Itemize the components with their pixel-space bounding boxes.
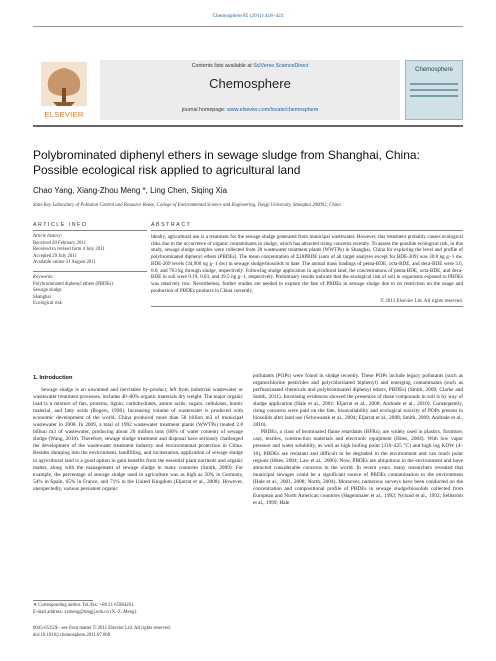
section-rule <box>151 306 463 307</box>
history-item: Received in revised form 4 July 2011 <box>33 247 105 253</box>
section-rule <box>33 271 147 272</box>
keyword-item: Ecological risk <box>33 301 62 307</box>
keyword-item: Shanghai <box>33 294 51 300</box>
journal-name: Chemosphere <box>209 76 291 91</box>
journal-cover-thumbnail <box>405 60 463 120</box>
cover-stripe <box>410 83 458 85</box>
corresponding-author: ∗ Corresponding author. Tel./fax: +86 21 65984261. <box>33 603 135 608</box>
sciencedirect-link[interactable]: SciVerse ScienceDirect <box>253 63 309 69</box>
footnote-rule <box>33 600 93 601</box>
publisher-name: ELSEVIER <box>44 110 84 119</box>
email-address[interactable]: E-mail address: xzmeng@tongji.edu.cn (X.-Z. Meng). <box>33 609 138 615</box>
cover-stripe <box>410 89 458 91</box>
issn-line: 0045-6535/$ - see front matter © 2011 Elsevier Ltd. All rights reserved. <box>33 626 171 631</box>
history-item: Available online 31 August 2011 <box>33 260 96 266</box>
intro-paragraph: pollutants (POPs) were found in sludge recently. These POPs include legacy pollutants (such as organochlorine pesticides and polychlorinated biphenyl) and emerging contaminants (such as perfluorinated chemicals and polybrominated diphenyl ethers, PBDEs) (Smith, 2009; Clarke and Smith, 2011). Increasing evidences showed the presences of these compounds in soil is by way of sludge application (Hale et al., 2001; Eljarrat et al., 2008; Andrade et al., 2010). Consequently, rising concerns were paid on the fate, bioavailability and ecological toxicity of POPs present in biosolids after land use (Schowanek et al., 2004; Eljarrat et al., 2008; Smith, 2009; Andrade et al., 2010). <box>253 373 463 429</box>
article-affiliation: State Key Laboratory of Pollution Control and Resource Reuse, College of Environmental Science and Engineering, Tongji University, Shanghai 200092, China <box>33 203 341 208</box>
abstract-label: ABSTRACT <box>151 222 192 228</box>
homepage-prefix: journal homepage: <box>181 107 228 113</box>
article-info-label: ARTICLE INFO <box>33 222 88 228</box>
article-title: Polybrominated diphenyl ethers in sewage sludge from Shanghai, China: Possible ecological risk applied to agricultural land <box>33 148 420 177</box>
bottom-info <box>33 626 293 639</box>
header-bottom-rule <box>33 125 463 127</box>
body-right-column <box>253 373 463 507</box>
abstract-text: Ideally, agricultural use is a treatment for the sewage sludge generated from municipal wastewater. However, this treatment probably causes ecological risks due to the occurrence of organic contaminants in sludge, which has attracted rising concerns recently. To assess the possible ecological risk, in this study, sewage sludge samples were collected from 28 wastewater treatment plants (WWTPs) in Shanghai, China for exploring the level and profile of polybrominated diphenyl ethers (PBDEs). The mean concentration of Σ18PBDE (sum of all target analytes except for BDE-209) was 30.8 ng g−1 dw. BDE-209 levels (34,900 ng g−1 dw) in sewage sludge/biosolids to date. The annual mass loadings of penta-BDE, octa-BDE, and deca-BDE were 3.6, 0.6, and 763 kg through sludge, respectively. Following sludge application in agricultural land, the concentrations of penta-BDE, octa-BDE, and deca-BDE in soil were 0.19, 0.03, and 39.5 ng g−1, respectively. Preliminary results indicate that the ecological risk of soil in organisms exposed to PBDEs was relatively low. Nevertheless, further studies are needed to explore the fate of PBDEs in sewage sludge due to no restriction on the usage and production of PBDEs products in China currently. <box>151 234 463 294</box>
contents-line <box>100 63 400 69</box>
body-left-column <box>33 375 243 493</box>
article-authors: Chao Yang, Xiang-Zhou Meng *, Ling Chen, Siqing Xia <box>33 186 228 195</box>
section-rule <box>33 230 147 231</box>
cover-title: Chemosphere <box>415 67 453 73</box>
section-heading: 1. Introduction <box>33 375 73 381</box>
journal-reference[interactable]: Chemosphere 85 (2011) 418–423 <box>212 13 284 19</box>
footnote <box>33 603 243 616</box>
contents-prefix: Contents lists available at <box>191 63 254 69</box>
cover-stripe <box>410 95 458 97</box>
homepage-line <box>100 107 400 113</box>
doi-line[interactable]: doi:10.1016/j.chemosphere.2011.07.068 <box>33 632 111 638</box>
header-top-rule <box>33 26 463 27</box>
history-item: Accepted 29 July 2011 <box>33 253 77 259</box>
section-rule <box>151 230 463 231</box>
article-info-column <box>33 222 147 308</box>
abstract-column <box>151 222 463 310</box>
keyword-item: Sewage sludge <box>33 288 62 294</box>
intro-paragraph: Sewage sludge is an unwanted and inevitable by-product, left from industrial wastewater or wastewater treatment processes, includes 40–80% organic materials dry weight. The major organic load is a mixture of fats, proteins, lignin, carbohydrates, amino acids, sugars, celluloses, humic material, and fatty acids (Rogers, 1996). Increasing volume of wastewater is produced with economic development of the world. China produced more than 58 billion m3 of municipal wastewater in 2008. In 2009, a total of 1992 wastewater treatment plants (WWTPs) treated 2.8 billion m3 of wastewater, producing about 20 million tons (80% of water content) of sewage sludge (Wang, 2010). Therefore, sewage sludge treatment and disposal have seriously challenged the development of the wastewater treatment industry and environmental protection in China. Besides dumping into the environment, landfilling, and incineration, application of sewage sludge to agricultural land is a good option to gain benefits from the essential plant nutrients and organic matter, along with the management of sewage sludge in many countries (Smith, 2009). For example, the percentage of sewage sludge used in agriculture was as high as 50% in Germany, 54% in Spain, 65% in France, and 71% in the United Kingdom (Eljarrat et al., 2008). However, unexpectedly, various persistent organic <box>33 387 243 492</box>
copyright-line: © 2011 Elsevier Ltd. All rights reserved. <box>380 298 463 305</box>
keyword-item: Polybrominated diphenyl ethers (PBDEs) <box>33 281 113 287</box>
history-item: Received 20 February 2011 <box>33 240 86 246</box>
keywords-label: Keywords: <box>33 274 54 280</box>
history-label: Article history: <box>33 234 63 239</box>
homepage-link[interactable]: www.elsevier.com/locate/chemosphere <box>227 107 319 113</box>
intro-paragraph: PBDEs, a class of brominated flame retardants (BFRs), are widely used in plastics, furniture, cars, textiles, construction materials and electronic equipment (Hites, 2004). With low vapor pressure and water solubility, as well as high boiling point (310–425 °C) and high log KOW (4–10), PBDEs are resistant and difficult to be degraded in the environment and can reach polar regions (Hites, 2004; Law et al., 2006). Now, PBDEs are ubiquitous in the environment and have attracted considerable concerns in the world. In recent years, many researchers revealed that municipal sewages could be a significant source of PBDEs contamination to the environment (Hale et al., 2001, 2008; North, 2004). Moreover, numerous surveys have been conducted on the concentration and compositional profile of PBDEs in sewage sludge/biosolids collected from European and North American countries (Hagenmaier et al., 1992; Nylund et al., 1992; Sellström et al., 1999; Hale <box>253 429 463 506</box>
